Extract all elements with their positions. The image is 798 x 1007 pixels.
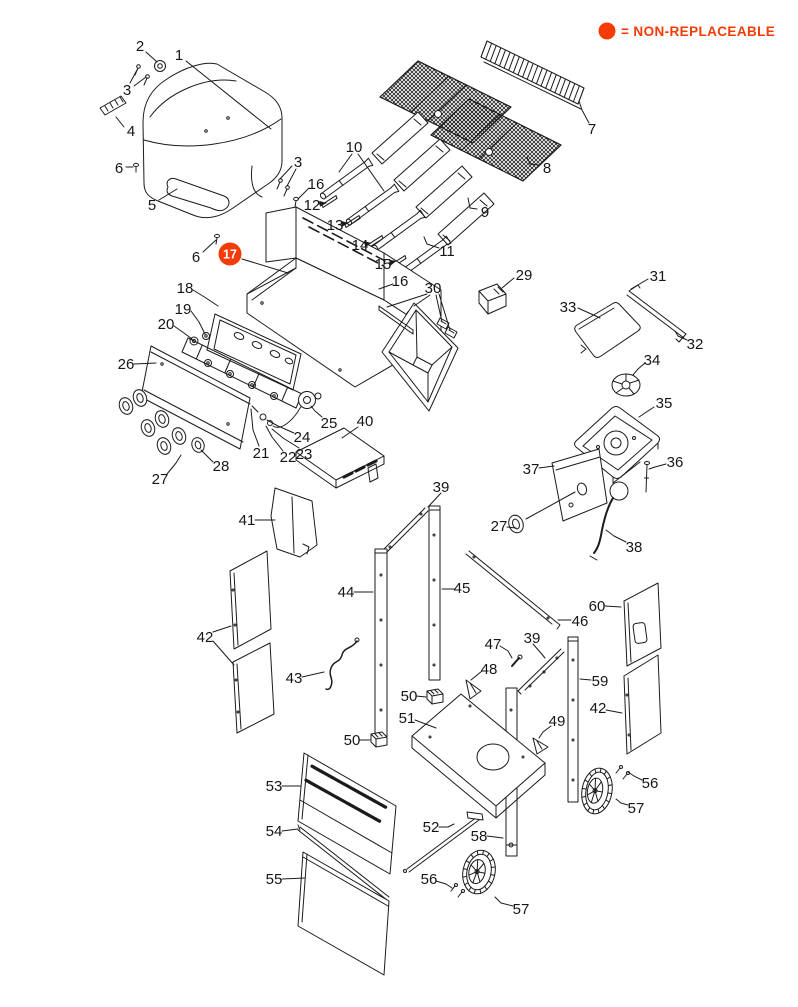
part-label-6[interactable]: 6 [191,249,201,266]
part-label-35[interactable]: 35 [655,395,673,412]
leader-line [580,679,591,680]
part-callout-35 [639,395,672,417]
part-callout-34 [633,352,660,375]
part-callout-43 [286,670,324,687]
wire-43 [326,638,359,689]
part-label-27[interactable]: 27 [490,518,508,535]
part-label-57[interactable]: 57 [627,800,645,817]
leader-line [280,166,292,179]
leader-line [193,290,218,306]
part-callout-4 [116,117,135,140]
part-label-25[interactable]: 25 [320,415,338,432]
leader-line [213,626,231,632]
clip-50b [371,732,387,747]
part-callout-59 [580,673,608,690]
part-label-45[interactable]: 45 [453,580,471,597]
part-label-50[interactable]: 50 [343,732,361,749]
part-label-52[interactable]: 52 [422,819,440,836]
part-callout-42 [590,700,622,717]
leader-line [495,897,513,906]
clip-50a [427,689,443,704]
part-callout-38 [606,530,642,556]
part-callout-56 [421,871,452,888]
part-callout-58 [471,828,503,845]
leader-line [487,836,503,838]
frame-leg-44 [375,549,387,737]
part-17-badge-label[interactable]: 17 [223,247,237,262]
leader-line [146,52,157,62]
part-label-55[interactable]: 55 [265,871,283,888]
part-label-9[interactable]: 9 [480,204,490,221]
part-callout-48 [471,661,497,680]
wheel-right [578,766,616,817]
part-callout-46 [558,613,588,630]
part-label-13[interactable]: 13 [326,217,344,234]
part-label-38[interactable]: 38 [625,539,643,556]
part-label-31[interactable]: 31 [649,268,667,285]
hose-fittings [252,401,306,427]
part-label-28[interactable]: 28 [212,458,230,475]
part-label-20[interactable]: 20 [157,316,175,333]
part-label-12[interactable]: 12 [303,197,321,214]
badge-leader-line [242,259,288,273]
part-callout-57 [616,799,644,817]
part-label-24[interactable]: 24 [293,429,311,446]
part-callout-39 [428,479,449,507]
part-callout-7 [579,101,596,138]
part-label-19[interactable]: 19 [174,301,192,318]
grease-cup [479,284,506,314]
part-label-47[interactable]: 47 [484,636,502,653]
part-label-1[interactable]: 1 [174,47,184,64]
part-callout-33 [560,299,600,318]
part-label-44[interactable]: 44 [337,584,355,601]
part-callout-3 [123,70,146,99]
part-label-21[interactable]: 21 [252,445,270,462]
part-callout-37 [523,461,554,478]
part-callout-44 [338,584,373,601]
part-callout-49 [539,713,565,738]
bezel-part19 [203,333,210,340]
mounting-bracket [627,285,686,342]
part-callout-55 [266,871,305,888]
part-label-11[interactable]: 11 [439,243,455,260]
leader-line [287,169,296,186]
leader-line [191,311,205,334]
part-label-6[interactable]: 6 [114,160,124,177]
part-label-32[interactable]: 32 [686,336,704,353]
door-panel-60 [624,583,661,666]
part-label-54[interactable]: 54 [265,823,283,840]
screws-56b [616,766,630,780]
impeller-wheel [612,374,640,396]
leader-line [500,646,512,658]
part-callout-3 [280,154,302,186]
part-callout-42 [197,626,234,665]
part-label-40[interactable]: 40 [356,413,374,430]
part-label-51[interactable]: 51 [398,710,416,727]
part-callout-14 [352,237,371,254]
part-callout-40 [342,413,373,438]
leader-line [213,641,234,665]
part-label-14[interactable]: 14 [351,237,369,254]
part-callout-27 [152,455,181,488]
leader-line [201,450,213,462]
part-label-56[interactable]: 56 [420,871,438,888]
non-replaceable-dot [599,23,616,40]
leader-line [606,710,622,713]
part-label-43[interactable]: 43 [285,670,303,687]
leader-line [436,881,452,888]
part-label-26[interactable]: 26 [117,356,135,373]
part-callout-28 [201,450,229,475]
part-label-3[interactable]: 3 [122,82,132,99]
part-label-10[interactable]: 10 [345,139,363,156]
legend-text: = NON-REPLACEABLE [621,24,776,39]
part-label-41[interactable]: 41 [238,512,256,529]
leader-line [416,696,426,697]
wheel-left [459,847,499,897]
part-callout-53 [266,778,301,795]
leader-line [302,672,324,677]
part-callout-36 [649,454,683,471]
part-callout-47 [485,636,512,658]
leader-line [616,799,628,805]
part-label-16[interactable]: 16 [391,273,409,290]
part-callout-31 [631,268,666,289]
cross-brace-46 [466,551,560,629]
part-label-23[interactable]: 23 [295,446,313,463]
part-label-33[interactable]: 33 [559,299,577,316]
part-label-42[interactable]: 42 [589,700,607,717]
part-callout-54 [266,823,298,840]
part-label-7[interactable]: 7 [587,121,597,138]
bottom-shelf [412,694,545,818]
part-label-15[interactable]: 15 [374,256,392,273]
leader-line [167,455,181,474]
side-panel-42-left-upper [230,551,271,649]
part-label-4[interactable]: 4 [126,123,136,140]
leader-line [203,240,216,252]
part-callout-45 [442,580,470,597]
part-callout-60 [589,598,621,615]
leader-line [251,409,259,446]
part-label-48[interactable]: 48 [480,661,498,678]
leader-line [579,101,589,123]
part-label-53[interactable]: 53 [265,778,283,795]
part-callout-2 [136,38,157,62]
side-burner-housing [526,449,607,521]
leader-line [628,772,642,780]
part-label-60[interactable]: 60 [588,598,606,615]
side-panel-42-left-lower [233,643,274,733]
leader-line [502,278,514,288]
part-callout-56 [628,772,658,792]
part-label-2[interactable]: 2 [135,38,145,55]
part-callout-6 [115,160,133,177]
part-label-18[interactable]: 18 [176,280,194,297]
part-callout-50 [344,732,370,749]
cooking-grates [380,61,561,181]
back-panel-53 [298,753,396,874]
leader-line [639,407,654,417]
leader-line [649,464,666,469]
part-callout-39 [524,630,545,658]
leader-line [539,466,554,468]
part-label-3[interactable]: 3 [293,154,303,171]
part-label-42[interactable]: 42 [196,629,214,646]
grommet-part2 [155,61,166,72]
legend [599,23,776,40]
cross-brace-39a [384,508,428,552]
leader-line [339,154,352,172]
part-label-5[interactable]: 5 [147,197,157,214]
part-label-36[interactable]: 36 [666,454,684,471]
leader-line [267,420,294,433]
knob-part27b [506,513,525,535]
part-callout-6 [192,240,216,266]
part-label-8[interactable]: 8 [542,160,552,177]
igniter-module [299,392,322,409]
part-callout-50 [401,688,426,705]
part-label-58[interactable]: 58 [470,828,488,845]
frame-leg-59 [568,637,578,802]
leader-line [424,237,439,248]
part-label-57[interactable]: 57 [512,901,530,918]
leader-line [605,606,621,607]
part-label-50[interactable]: 50 [400,688,418,705]
bracket-49 [533,738,548,754]
warming-rack [481,41,584,109]
leader-line [282,829,298,831]
leader-line [174,326,192,339]
part-callout-25 [311,406,337,432]
bottom-panel-55 [298,852,389,975]
part-label-27[interactable]: 27 [151,471,169,488]
side-panel-42-right [624,655,661,754]
part-label-46[interactable]: 46 [571,613,589,630]
cross-brace-39b [518,649,564,694]
part-label-39[interactable]: 39 [432,479,450,496]
heat-shield [271,488,317,557]
part-label-49[interactable]: 49 [548,713,566,730]
leader-line [439,824,454,827]
part-callout-52 [423,819,454,836]
lid-art [143,63,282,217]
screw-part36 [645,462,650,493]
part-callout-41 [239,512,275,529]
part-label-37[interactable]: 37 [522,461,540,478]
part-callout-57 [495,897,529,918]
screws-56a [451,884,465,898]
part-label-16[interactable]: 16 [307,176,325,193]
frame-leg-45 [429,506,440,680]
part-label-29[interactable]: 29 [515,267,533,284]
part-label-59[interactable]: 59 [591,673,609,690]
part-label-56[interactable]: 56 [641,775,659,792]
part-label-34[interactable]: 34 [643,352,661,369]
part-callout-20 [158,316,192,339]
part-label-22[interactable]: 22 [279,449,297,466]
part-callout-29 [502,267,532,288]
part-label-39[interactable]: 39 [523,630,541,647]
leader-line [116,117,124,127]
leader-line [606,530,626,542]
part-label-30[interactable]: 30 [424,280,442,297]
